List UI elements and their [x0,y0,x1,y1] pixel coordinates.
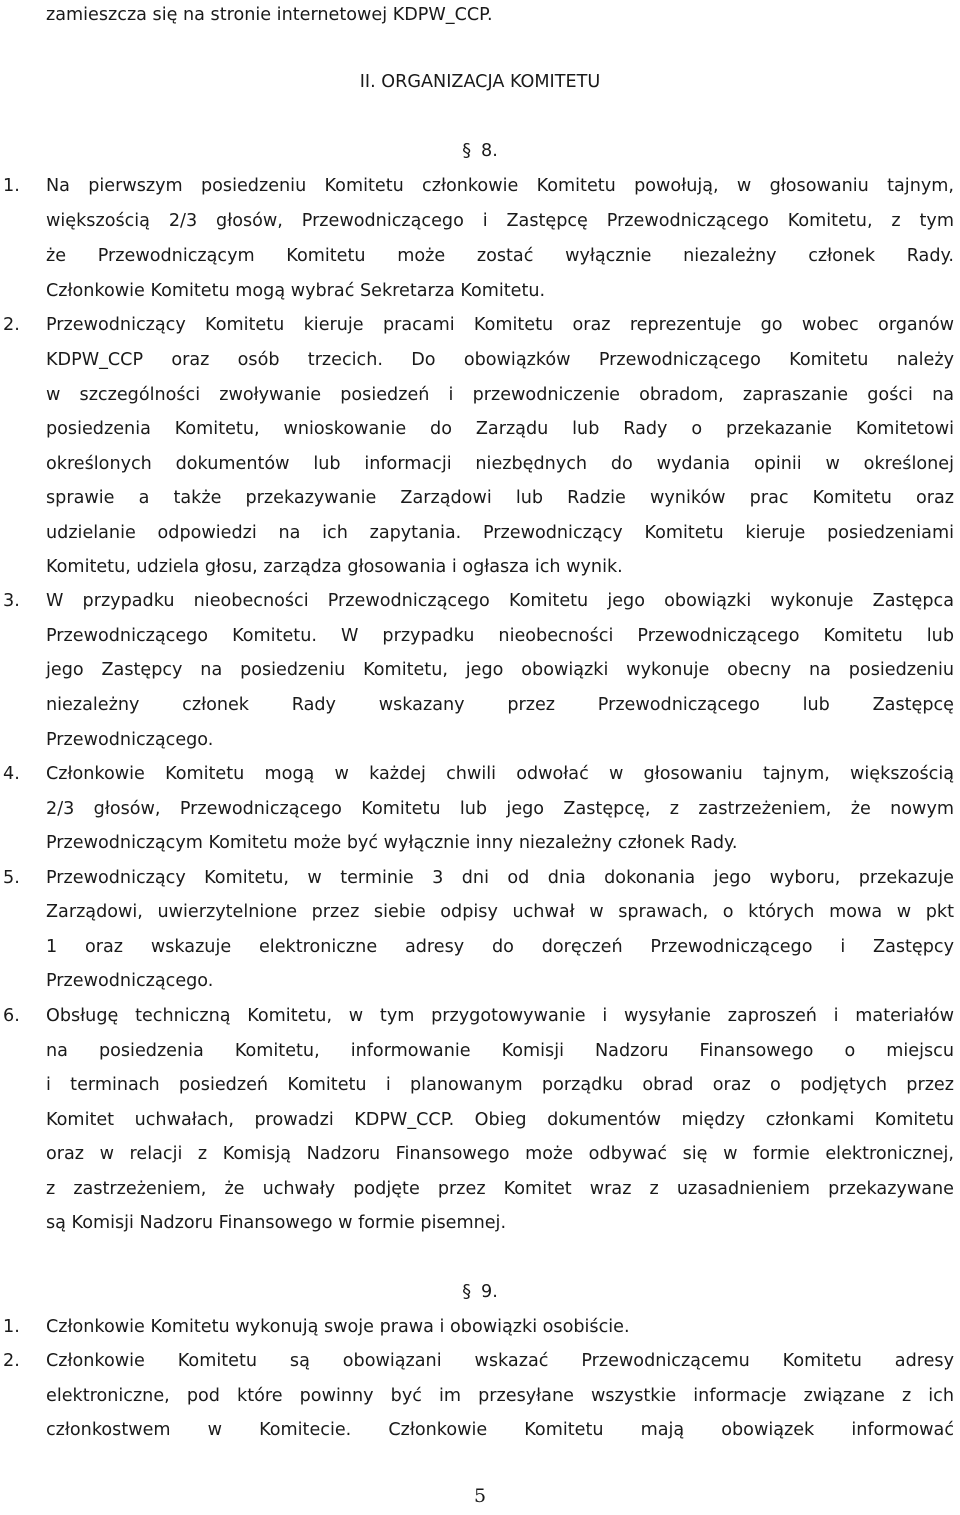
paragraph-line: Przewodniczącego Komitetu. W przypadku nieobecności Przewodniczącego Komitetu lub [46,626,954,646]
item-number: 4. [3,764,20,784]
section-symbol: § [462,141,471,161]
section-number: 8. [481,141,498,161]
paragraph-line: Zarządowi, uwierzytelnione przez siebie odpisy uchwał w sprawach, o których mowa w pkt [46,902,954,922]
item-number: 5. [3,868,20,888]
paragraph-line: Obsługę techniczną Komitetu, w tym przygotowywanie i wysyłanie zaproszeń i materiałów [46,1006,954,1026]
section-8-heading [0,140,960,162]
paragraph-line: i terminach posiedzeń Komitetu i planowanym porządku obrad oraz o podjętych przez [46,1075,954,1095]
paragraph-line: Przewodniczącego. [46,971,214,991]
chapter-heading: II. ORGANIZACJA KOMITETU [359,72,601,92]
paragraph-line: elektroniczne, pod które powinny być im przesyłane wszystkie informacje związane z ich [46,1386,954,1406]
section-symbol: § [462,1282,471,1302]
paragraph-line: Członkowie Komitetu są obowiązani wskazać Przewodniczącemu Komitetu adresy [46,1351,954,1371]
paragraph-line: określonych dokumentów lub informacji niezbędnych do wydania opinii w określonej [46,454,954,474]
paragraph-line: 2/3 głosów, Przewodniczącego Komitetu lub jego Zastępcę, z zastrzeżeniem, że nowym [46,799,954,819]
paragraph-line: członkostwem w Komitecie. Członkowie Komitetu mają obowiązek informować [46,1420,954,1440]
paragraph-line: w szczególności zwoływanie posiedzeń i przewodniczenie obradom, zapraszanie gości na [46,385,954,405]
section-number: 9. [481,1282,498,1302]
paragraph-line: Przewodniczącego. [46,730,214,750]
paragraph-line: większością 2/3 głosów, Przewodniczącego i Zastępcę Przewodniczącego Komitetu, z tym [46,211,954,231]
paragraph-line: jego Zastępcy na posiedzeniu Komitetu, jego obowiązki wykonuje obecny na posiedzeniu [46,660,954,680]
item-number: 1. [3,1317,20,1337]
paragraph-line: Przewodniczący Komitetu kieruje pracami Komitetu oraz reprezentuje go wobec organów [46,315,954,335]
paragraph-line: na posiedzenia Komitetu, informowanie Komisji Nadzoru Finansowego o miejscu [46,1041,954,1061]
paragraph-line: KDPW_CCP oraz osób trzecich. Do obowiązków Przewodniczącego Komitetu należy [46,350,954,370]
section-9-heading [0,1281,960,1303]
paragraph-line: udzielanie odpowiedzi na ich zapytania. Przewodniczący Komitetu kieruje posiedzeniami [46,523,954,543]
paragraph-line: że Przewodniczącym Komitetu może zostać wyłącznie niezależny członek Rady. [46,246,954,266]
intro-line: zamieszcza się na stronie internetowej KDPW_CCP. [46,5,493,25]
paragraph-line: są Komisji Nadzoru Finansowego w formie pisemnej. [46,1213,507,1233]
paragraph-line: 1 oraz wskazuje elektroniczne adresy do doręczeń Przewodniczącego i Zastępcy [46,937,954,957]
item-number: 6. [3,1006,20,1026]
paragraph-line: Przewodniczący Komitetu, w terminie 3 dni od dnia dokonania jego wyboru, przekazuje [46,868,954,888]
paragraph-line: Członkowie Komitetu mogą wybrać Sekretarza Komitetu. [46,281,546,301]
paragraph-line: Członkowie Komitetu mogą w każdej chwili odwołać w głosowaniu tajnym, większością [46,764,954,784]
paragraph-line: W przypadku nieobecności Przewodniczącego Komitetu jego obowiązki wykonuje Zastępca [46,591,954,611]
paragraph-line: Na pierwszym posiedzeniu Komitetu członkowie Komitetu powołują, w głosowaniu tajnym, [46,176,954,196]
paragraph-line: Przewodniczącym Komitetu może być wyłącznie inny niezależny członek Rady. [46,833,738,853]
paragraph-line: sprawie a także przekazywanie Zarządowi lub Radzie wyników prac Komitetu oraz [46,488,954,508]
paragraph-line: Komitet uchwałach, prowadzi KDPW_CCP. Obieg dokumentów między członkami Komitetu [46,1110,954,1130]
paragraph-line: niezależny członek Rady wskazany przez Przewodniczącego lub Zastępcę [46,695,954,715]
paragraph-line: z zastrzeżeniem, że uchwały podjęte przez Komitet wraz z uzasadnieniem przekazywane [46,1179,954,1199]
item-number: 1. [3,176,20,196]
item-number: 2. [3,315,20,335]
paragraph-line: Komitetu, udziela głosu, zarządza głosowania i ogłasza ich wynik. [46,557,623,577]
paragraph-line: oraz w relacji z Komisją Nadzoru Finansowego może odbywać się w formie elektronicznej, [46,1144,954,1164]
paragraph-line: posiedzenia Komitetu, wnioskowanie do Zarządu lub Rady o przekazanie Komitetowi [46,419,954,439]
item-number: 3. [3,591,20,611]
paragraph-line: Członkowie Komitetu wykonują swoje prawa i obowiązki osobiście. [46,1317,630,1337]
item-number: 2. [3,1351,20,1371]
page-number: 5 [473,1485,487,1507]
